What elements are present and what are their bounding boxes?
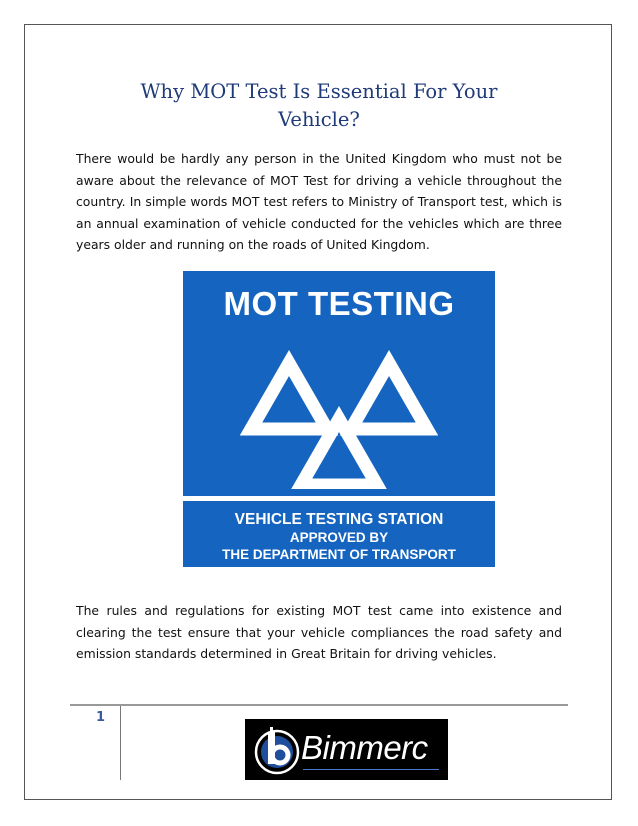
sign-line-approved: APPROVED BY xyxy=(289,530,389,545)
bimmerc-logo xyxy=(245,719,448,780)
sign-top-panel xyxy=(183,271,495,496)
footer-vertical-divider xyxy=(120,706,121,780)
title-line-2: Vehicle? xyxy=(278,108,360,131)
footer-divider xyxy=(70,704,568,706)
rules-paragraph: The rules and regulations for existing MOT test came into existence and clearing the test ensure that your vehicle compliances the road safety and emission standards determined in Great Britain for driving vehicles. xyxy=(76,603,562,661)
page-number: 1 xyxy=(96,710,106,725)
mot-triangles-icon xyxy=(239,349,439,489)
logo-underline xyxy=(303,769,439,770)
title-line-1: Why MOT Test Is Essential For Your xyxy=(140,80,498,103)
sign-line-station: VEHICLE TESTING STATION xyxy=(234,511,444,528)
intro-paragraph: There would be hardly any person in the United Kingdom who must not be aware about the relevance of MOT Test for driving a vehicle throughout the country. In simple words MOT test refers to Ministry of Transport test, which is an annual examination of vehicle conducted for the vehicles which are three years older and running on the roads of United Kingdom. xyxy=(76,151,562,252)
bimmerc-logo-mark-icon xyxy=(251,724,303,776)
sign-line-department: THE DEPARTMENT OF TRANSPORT xyxy=(222,547,456,562)
sign-bottom-panel xyxy=(183,501,495,567)
mot-sign-image xyxy=(180,268,498,570)
logo-wordmark: Bimmerc xyxy=(301,729,428,766)
sign-heading: MOT TESTING xyxy=(223,285,455,322)
page-title xyxy=(80,78,558,134)
